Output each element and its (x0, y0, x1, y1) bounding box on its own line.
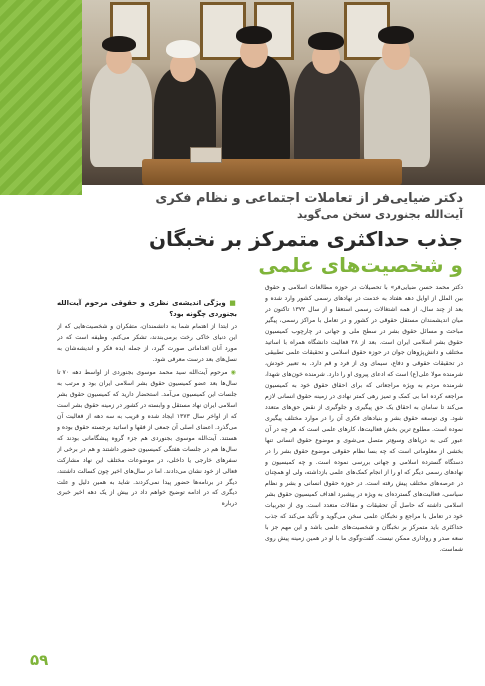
subtitle-line-2: آیت‌الله بجنوردی سخن می‌گوید (297, 208, 463, 221)
wooden-table (142, 159, 402, 185)
decorative-green-strip (0, 0, 82, 195)
turban (166, 40, 200, 58)
turban (378, 26, 414, 44)
person (364, 55, 430, 167)
article-header (23, 190, 463, 278)
question-heading (57, 298, 237, 320)
intro-column (265, 283, 463, 638)
interview-column (57, 298, 237, 648)
answer-text: مرحوم آیت‌الله سید محمد موسوی بجنوردی از اواسط دهه ۷۰ تا سال‌ها بعد عضو کمیسیون حقوق بشر اسلامی ایران بود و مرتب به جلسات این کمیسیون می‌آمد. استحضار دارید که کمیسیون حقوق بشر اسلامی ایران نهاد مستقل و وابسته در کشور در زمینه حقوق بشر است که از اواخر سال ۱۳۷۳ ایجاد شده و قریب به سه دهه از فعالیت آن می‌گذرد. اعضای اصلی آن جمعی از فقها و اساتید برجسته حقوق بوده و هستند. آیت‌الله موسوی بجنوردی هم جزء گروه پیشگامانی بودند که سال‌ها هم در جلسات هفتگی کمیسیون حضور داشتند و هم در برخی از سفرهای خارجی یا داخلی، در موضوعات مختلف این نهاد مشارکت فعالی از خود نشان می‌دادند. اما در سال‌های اخیر چون کسالت داشتند، دیگر در برنامه‌ها حضور پیدا نمی‌کردند. شاید به همین دلیل و علت دیگری که در ادامه توضیح خواهم داد در بیش از یک دهه اخیر خبری درباره (57, 369, 237, 508)
title-line-1: جذب حداکثری متمرکز بر نخبگان (148, 227, 463, 251)
intro-paragraph: دکتر محمد حسن ضیایی‌فر» با تحصیلات در حوزه مطالعات اسلامی و حقوق بین الملل از اوایل دهه هفتاد به خدمت در نهادهای رسمی کشور وارد شده و بعد از چند سال، از همه اشتغالات رسمی استعفا و از سال ۱۳۷۲ تاکنون در میان اندیشمندان مستقل حقوقی در کشور و در تعامل با مراکز رسمی، پیگیر مباحث و مسائل حقوق بشر در سطح ملی و جهانی در چارچوب کمیسیون حقوق بشر اسلامی ایران است. بعد از ۲۸ فعالیت دانشگاه همراه با اساتید مختلف و دانش‌پژوهان جوان در حوزه حقوق اسلامی و تحقیقات علمی تطبیقی در تحقیقات حقوقی و دفاع، سیمای وی از فرد و قم دارد. به تعبیر خودش، شرمنده مولا علی(ع) است که ادعای پیروی او را دارد. شرمنده خون‌های شهدا، شرمنده مردم به ویژه مراجعاتی که برای احقاق حقوق خود به کمیسیون مراجعه کرده‌ اما بی کمک و تمیز رهی کمتر نهادی در زمینه حقوق انسانی لازم می‌کند تا سامان به احقاق یک حق پیگیری و جلوگیری از نقض حق‌های متعدد شود. وی توسعه حقوق بشر و بنیادهای فکری آن را در موارد مختلف پیگیری نموده است. مطلوع ترین بخش فعالیت‌ها، کارهای علمی است که هر چه در آن عبور کنی به دریاهای وسیع‌تر متصل می‌شوی و موضوع حقوق انسانی تنها بخشی از معلوماتی است که چه بسا نظام حقوقی موضوع حقوق بشر را در دستگاه گسترده اسلامی و جهانی بررسی نموده است. و چه کمیسیون و نهادهای رسمی دیگر که او را از انجام کمک‌های علمی بازداشته، ولی او همچنان در عرصه‌های مختلف پیش رفته است. در حوزه حقوق انسانی و بشر و نظام سیاسی، فعالیت‌های گسترده‌ای به ویژه در پیشبرد اهداف کمیسیون حقوق بشر اسلامی داشته که حاصل آن تحقیقات و مقالات متعدد است. وی از تجربیات خود در تعامل با مراجع و نخبگان علمی سخن می‌گوید و تأکید می‌کند که جذب حداکثری باید متمرکز بر نخبگان و شخصیت‌های علمی باشد و این مهم جز با سعه صدر و رواداری ممکن نیست. گفت‌وگوی ما با او در همین زمینه پیش روی شماست. (265, 284, 463, 553)
answer-paragraph (57, 368, 237, 510)
header-photo (82, 0, 485, 185)
tissue-box (190, 147, 222, 163)
person (90, 62, 152, 167)
title-line-2: و شخصیت‌های علمی (258, 253, 463, 277)
turban (236, 26, 272, 44)
circle-bullet-icon: ◉ (227, 369, 237, 377)
person (222, 55, 290, 167)
subtitle-line-1: دکتر ضیایی‌فر از تعاملات اجتماعی و نظام فکری (155, 191, 463, 206)
page-number: ۵۹ (30, 651, 49, 669)
answer-paragraph: در ابتدا از اهتمام شما به دانشمندان، متفکران و شخصیت‌هایی که از این دنیای خاکی رخت برمی‌بندند، تشکر می‌کنم. وظیفه است که در مورد آنان اقداماتی صورت گیرد، از جمله ایده فکر و اندیشه‌شان به نسل‌های بعد درست معرفی شود. (57, 322, 237, 363)
turban (102, 36, 136, 52)
question-text: ویژگی اندیشه‌ی نظری و حقوقی مرحوم آیت‌الله بجنوردی چگونه بود؟ (57, 299, 237, 318)
person (294, 59, 360, 167)
bullet-icon: ■ (225, 299, 237, 307)
turban (308, 32, 344, 50)
